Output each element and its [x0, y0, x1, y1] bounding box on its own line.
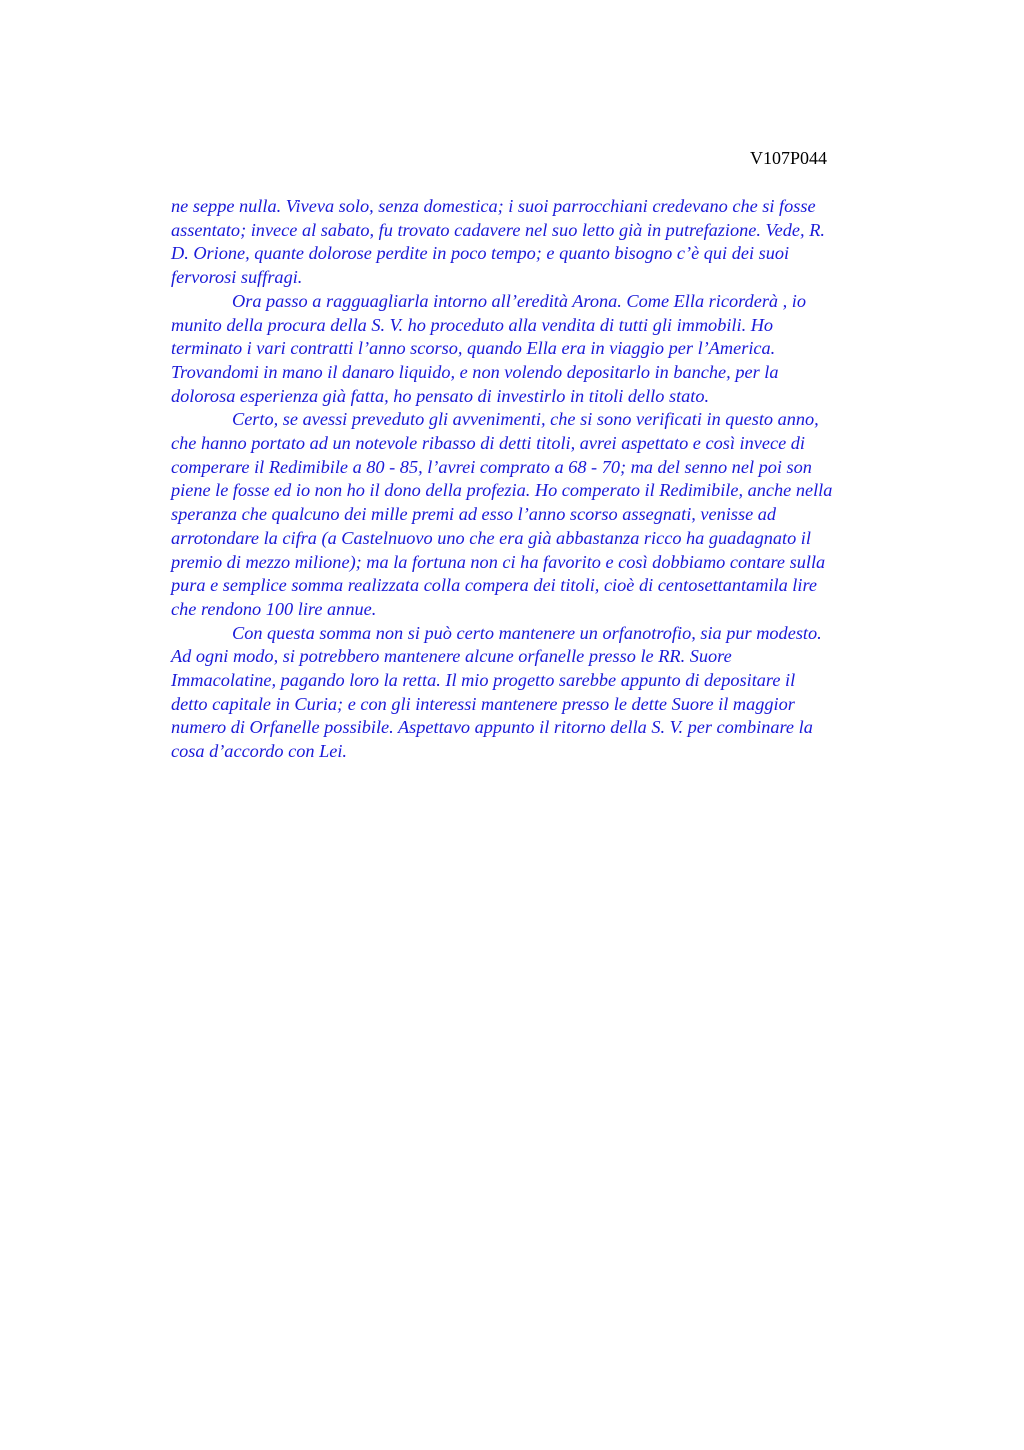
- paragraph-3: Certo, se avessi preveduto gli avvenimenti, che si sono verificati in questo anno, che hanno portato ad un notevole ribasso di detti titoli, avrei aspettato e così invece di comperare il Redimibile a 80 - 85, l’avrei comprato a 68 - 70; ma del senno nel poi son piene le fosse ed io non ho il dono della profezia. Ho comperato il Redimibile, anche nella speranza che qualcuno dei mille premi ad esso l’anno scorso assegnati, venisse ad arrotondare la cifra (a Castelnuovo uno che era già abbastanza ricco ha guadagnato il premio di mezzo milione); ma la fortuna non ci ha favorito e così dobbiamo contare sulla pura e semplice somma realizzata colla compera dei titoli, cioè di centosettantamila lire che rendono 100 lire annue.: [171, 409, 833, 619]
- paragraph-4: Con questa somma non si può certo mantenere un orfanotrofio, sia pur modesto. Ad ogni modo, si potrebbero mantenere alcune orfanelle presso le RR. Suore Immacolatine, pagando loro la retta. Il mio progetto sarebbe appunto di depositare il detto capitale in Curia; e con gli interessi mantenere presso le dette Suore il maggior numero di Orfanelle possibile. Aspettavo appunto il ritorno della S. V. per combinare la cosa d’accordo con Lei.: [171, 622, 822, 762]
- letter-body: [171, 195, 923, 764]
- paragraph-1: ne seppe nulla. Viveva solo, senza domestica; i suoi parrocchiani credevano che si fosse assentato; invece al sabato, fu trovato cadavere nel suo letto già in putrefazione. Vede, R. D. Orione, quante dolorose perdite in poco tempo; e quanto bisogno c’è qui dei suoi fervorosi suffragi.: [171, 196, 825, 288]
- page-code: V107P044: [750, 148, 828, 168]
- paragraph-2: Ora passo a ragguagliarla intorno all’eredità Arona. Come Ella ricorderà , io munito della procura della S. V. ho proceduto alla vendita di tutti gli immobili. Ho terminato i vari contratti l’anno scorso, quando Ella era in viaggio per l’America. Trovandomi in mano il danaro liquido, e non volendo depositarlo in banche, per la dolorosa esperienza già fatta, ho pensato di investirlo in titoli dello stato.: [171, 290, 807, 406]
